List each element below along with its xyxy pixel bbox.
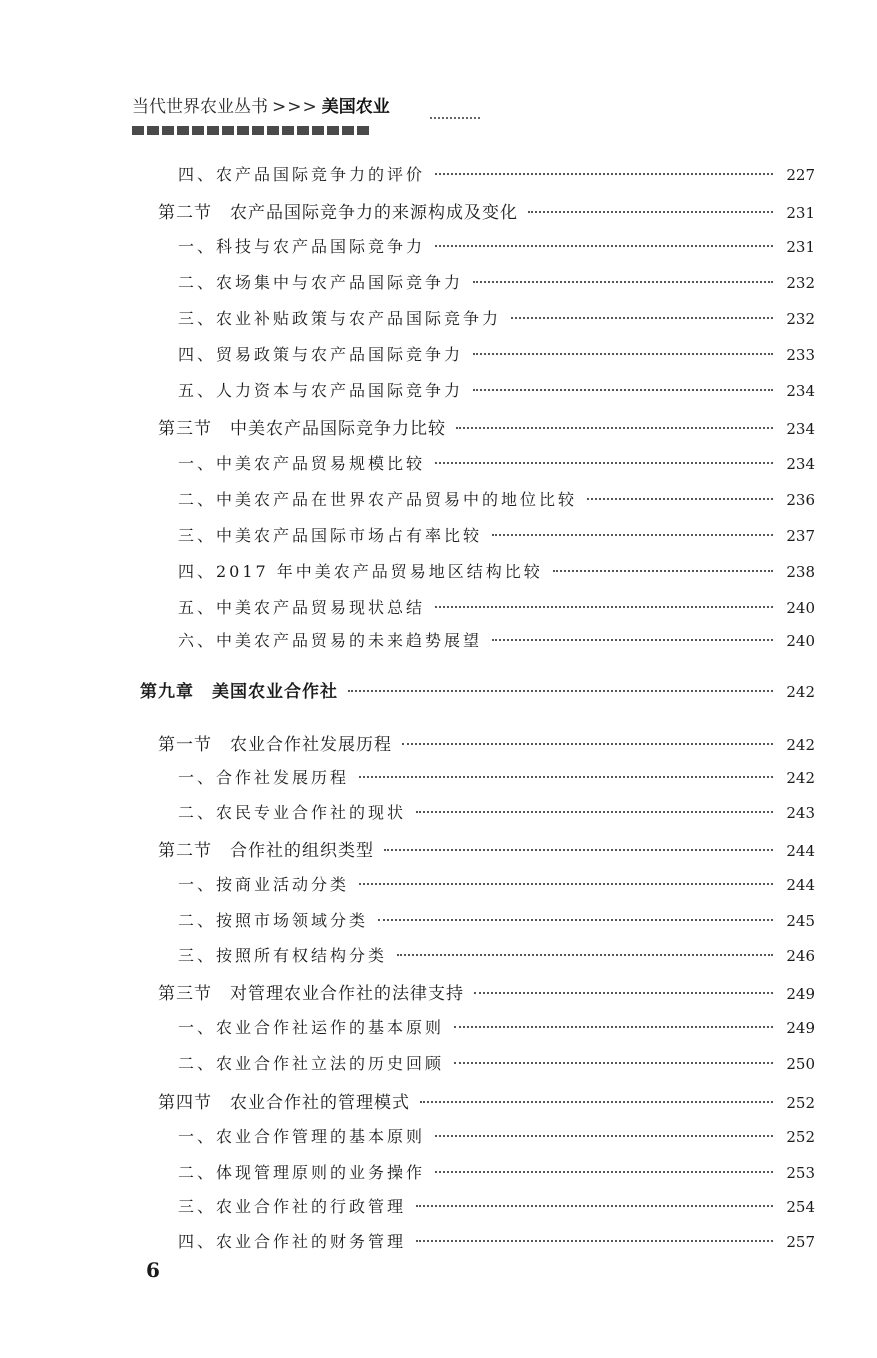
toc-entry-page: 254 xyxy=(786,1198,815,1216)
toc-entry-title: 一、科技与农产品国际竞争力 xyxy=(178,237,426,256)
dot-leader xyxy=(435,1135,773,1137)
toc-entry-page: 240 xyxy=(786,599,815,617)
toc-subsection xyxy=(178,765,815,791)
dot-leader xyxy=(492,534,773,536)
toc-entry-title: 二、农民专业合作社的现状 xyxy=(178,803,407,822)
toc-entry-page: 253 xyxy=(786,1164,815,1182)
toc-entry-page: 232 xyxy=(786,274,815,292)
toc-entry-title: 第三节 中美农产品国际竞争力比较 xyxy=(158,419,446,439)
toc-entry-title: 二、按照市场领域分类 xyxy=(178,911,369,930)
toc-entry-title: 三、中美农产品国际市场占有率比较 xyxy=(178,526,483,545)
dot-leader xyxy=(420,1101,773,1103)
toc-entry-page: 231 xyxy=(786,204,815,222)
toc-entry-page: 234 xyxy=(786,382,815,400)
dot-leader xyxy=(359,883,773,885)
toc-entry-title: 二、中美农产品在世界农产品贸易中的地位比较 xyxy=(178,490,578,509)
toc-entry-page: 249 xyxy=(786,985,815,1003)
toc-entry-page: 237 xyxy=(786,527,815,545)
toc-entry-title: 一、合作社发展历程 xyxy=(178,768,350,787)
dot-leader xyxy=(456,427,773,429)
toc-entry-page: 234 xyxy=(786,455,815,473)
toc-subsection xyxy=(178,342,815,368)
dot-leader xyxy=(474,992,773,994)
toc-section xyxy=(158,979,815,1005)
toc-entry-page: 244 xyxy=(786,876,815,894)
toc-section xyxy=(158,836,815,862)
toc-entry-page: 257 xyxy=(786,1233,815,1251)
toc-subsection xyxy=(178,306,815,332)
dot-leader xyxy=(384,849,773,851)
toc-entry-title: 四、2017 年中美农产品贸易地区结构比较 xyxy=(178,562,543,581)
toc-chapter xyxy=(140,677,815,703)
toc-entry-title: 五、中美农产品贸易现状总结 xyxy=(178,598,426,617)
toc-entry-page: 252 xyxy=(786,1094,815,1112)
dot-leader xyxy=(348,690,773,692)
toc-entry-title: 一、按商业活动分类 xyxy=(178,875,350,894)
dot-leader xyxy=(473,353,773,355)
toc-entry-page: 236 xyxy=(786,491,815,509)
toc-entry-page: 233 xyxy=(786,346,815,364)
dot-leader xyxy=(511,317,773,319)
dot-leader xyxy=(416,1240,773,1242)
toc-entry-page: 249 xyxy=(786,1019,815,1037)
toc-subsection xyxy=(178,595,815,621)
toc-section xyxy=(158,414,815,440)
toc-entry-page: 231 xyxy=(786,238,815,256)
toc-entry-page: 242 xyxy=(786,736,815,754)
toc-entry-title: 第九章 美国农业合作社 xyxy=(140,682,338,702)
toc-entry-title: 一、中美农产品贸易规模比较 xyxy=(178,454,426,473)
page-number: 6 xyxy=(146,1258,160,1282)
toc-subsection xyxy=(178,559,815,585)
dot-leader xyxy=(397,954,773,956)
toc-subsection xyxy=(178,451,815,477)
toc-section xyxy=(158,730,815,756)
toc-entry-page: 244 xyxy=(786,842,815,860)
dot-leader xyxy=(435,245,773,247)
toc-subsection xyxy=(178,1160,815,1186)
toc-subsection xyxy=(178,270,815,296)
series-title: 当代世界农业丛书 xyxy=(132,97,268,117)
toc-entry-title: 第四节 农业合作社的管理模式 xyxy=(158,1093,410,1113)
toc-entry-page: 246 xyxy=(786,947,815,965)
toc-subsection xyxy=(178,523,815,549)
toc-entry-page: 240 xyxy=(786,632,815,650)
toc-entry-title: 一、农业合作社运作的基本原则 xyxy=(178,1018,445,1037)
toc-subsection xyxy=(178,378,815,404)
toc-subsection xyxy=(178,1194,815,1220)
toc-subsection xyxy=(178,872,815,898)
dot-leader xyxy=(492,639,773,641)
dot-leader xyxy=(435,462,773,464)
toc-entry-title: 四、农产品国际竞争力的评价 xyxy=(178,165,426,184)
toc-entry-title: 第三节 对管理农业合作社的法律支持 xyxy=(158,984,464,1004)
toc-entry-page: 234 xyxy=(786,420,815,438)
dot-leader xyxy=(402,743,773,745)
toc-entry-title: 二、农场集中与农产品国际竞争力 xyxy=(178,273,464,292)
toc-entry-title: 五、人力资本与农产品国际竞争力 xyxy=(178,381,464,400)
toc-entry-title: 第一节 农业合作社发展历程 xyxy=(158,735,392,755)
dot-leader xyxy=(435,606,773,608)
toc-entry-title: 三、按照所有权结构分类 xyxy=(178,946,388,965)
toc-subsection xyxy=(178,162,815,188)
toc-subsection xyxy=(178,1015,815,1041)
toc-subsection xyxy=(178,628,815,654)
toc-subsection xyxy=(178,1229,815,1255)
dot-leader xyxy=(553,570,773,572)
toc-entry-title: 三、农业合作社的行政管理 xyxy=(178,1197,407,1216)
toc-entry-page: 232 xyxy=(786,310,815,328)
toc-entry-page: 242 xyxy=(786,769,815,787)
toc-entry-page: 250 xyxy=(786,1055,815,1073)
toc-subsection xyxy=(178,800,815,826)
toc-entry-page: 242 xyxy=(786,683,815,701)
toc-entry-page: 252 xyxy=(786,1128,815,1146)
header-separator: >>> xyxy=(272,97,318,117)
dot-leader xyxy=(473,281,773,283)
dot-leader xyxy=(454,1026,773,1028)
toc-entry-title: 六、中美农产品贸易的未来趋势展望 xyxy=(178,631,483,650)
toc-entry-title: 二、农业合作社立法的历史回顾 xyxy=(178,1054,445,1073)
toc-entry-page: 238 xyxy=(786,563,815,581)
toc-subsection xyxy=(178,487,815,513)
toc-subsection xyxy=(178,234,815,260)
toc-entry-title: 四、农业合作社的财务管理 xyxy=(178,1232,407,1251)
dot-leader xyxy=(378,919,773,921)
dot-leader xyxy=(473,389,773,391)
toc-entry-title: 三、农业补贴政策与农产品国际竞争力 xyxy=(178,309,502,328)
toc-entry-title: 四、贸易政策与农产品国际竞争力 xyxy=(178,345,464,364)
dot-leader xyxy=(435,173,773,175)
toc-section xyxy=(158,1088,815,1114)
toc-entry-page: 245 xyxy=(786,912,815,930)
toc-subsection xyxy=(178,908,815,934)
toc-section xyxy=(158,198,815,224)
toc-subsection xyxy=(178,1124,815,1150)
toc-entry-title: 第二节 合作社的组织类型 xyxy=(158,841,374,861)
toc-subsection xyxy=(178,1051,815,1077)
toc-entry-page: 227 xyxy=(786,166,815,184)
dot-leader xyxy=(416,811,773,813)
dot-leader xyxy=(454,1062,773,1064)
toc-subsection xyxy=(178,943,815,969)
book-title: 美国农业 xyxy=(321,97,390,117)
dot-leader xyxy=(416,1205,773,1207)
toc-entry-title: 一、农业合作管理的基本原则 xyxy=(178,1127,426,1146)
dot-leader xyxy=(587,498,773,500)
toc-entry-title: 第二节 农产品国际竞争力的来源构成及变化 xyxy=(158,203,518,223)
toc-entry-page: 243 xyxy=(786,804,815,822)
dot-leader xyxy=(435,1171,773,1173)
dot-leader xyxy=(528,211,773,213)
dot-leader xyxy=(359,776,773,778)
toc-entry-title: 二、体现管理原则的业务操作 xyxy=(178,1163,426,1182)
